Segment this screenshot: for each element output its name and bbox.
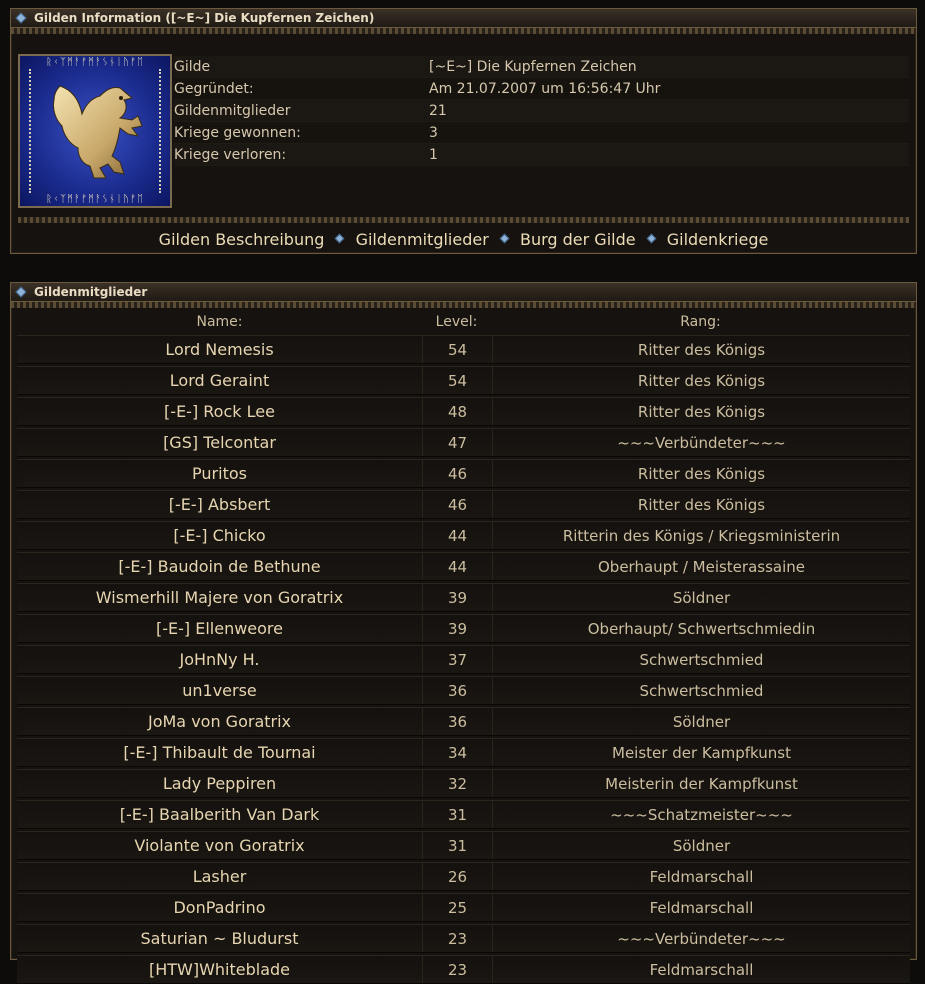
member-rank: Ritter des Königs [637, 371, 766, 390]
member-level: 26 [422, 863, 493, 890]
member-rank: Söldner [672, 836, 731, 855]
info-value: 21 [429, 102, 447, 119]
member-rank: Feldmarschall [649, 898, 754, 917]
info-row-wars-won [174, 122, 909, 144]
table-row [17, 893, 910, 922]
member-rank: Schwertschmied [639, 650, 764, 669]
griffin-icon [20, 56, 170, 206]
table-row [17, 552, 910, 581]
column-header-level: Level: [435, 313, 478, 330]
member-level: 44 [422, 553, 493, 580]
nav-guild-castle[interactable]: Burg der Gilde [519, 230, 636, 249]
info-value: 1 [429, 146, 438, 163]
rope-divider [11, 302, 916, 308]
nav-guild-members[interactable]: Gildenmitglieder [355, 230, 489, 249]
member-rank: Ritter des Königs [637, 464, 766, 483]
member-level: 44 [422, 522, 493, 549]
member-name[interactable]: JoHnNy H. [179, 650, 260, 669]
guild-info-header [11, 9, 916, 28]
member-name[interactable]: Puritos [192, 464, 247, 483]
rope-divider [18, 217, 909, 223]
member-name[interactable]: Wismerhill Majere von Goratrix [95, 588, 344, 607]
member-name[interactable]: [GS] Telcontar [163, 433, 276, 452]
diamond-separator-icon [646, 234, 656, 244]
table-row [17, 645, 910, 674]
diamond-separator-icon [499, 234, 509, 244]
rune-border-icon: ᚱᚲᛉᛗᚨᚠᛗᚨᛊᚾᛁᚤᚠᛖ [46, 194, 144, 205]
members-column-headers [17, 308, 910, 335]
member-level: 34 [422, 739, 493, 766]
member-rank: Schwertschmied [639, 681, 764, 700]
member-level: 39 [422, 615, 493, 642]
member-rank: Feldmarschall [649, 960, 754, 979]
table-row [17, 521, 910, 550]
members-title: Gildenmitglieder [34, 285, 148, 299]
table-row [17, 459, 910, 488]
info-label: Gilde [174, 58, 211, 75]
member-name[interactable]: Saturian ~ Bludurst [140, 929, 299, 948]
member-rank: Ritter des Königs [637, 495, 766, 514]
member-rank: ~~~Schatzmeister~~~ [610, 805, 793, 824]
info-label: Gegründet: [174, 80, 254, 97]
table-row [17, 924, 910, 953]
member-level: 23 [422, 925, 493, 952]
nav-guild-description[interactable]: Gilden Beschreibung [158, 230, 325, 249]
members-table [11, 308, 916, 984]
member-rank: Oberhaupt/ Schwertschmiedin [587, 619, 816, 638]
member-name[interactable]: Lord Geraint [169, 371, 270, 390]
member-name[interactable]: Lord Nemesis [165, 340, 274, 359]
diamond-bullet-icon [15, 12, 26, 23]
guild-members-panel [10, 282, 917, 979]
table-row [17, 428, 910, 457]
member-name[interactable]: [-E-] Baalberith Van Dark [119, 805, 320, 824]
member-name[interactable]: [-E-] Rock Lee [164, 402, 275, 421]
member-level: 47 [422, 429, 493, 456]
table-row [17, 862, 910, 891]
member-rank: Feldmarschall [649, 867, 754, 886]
member-level: 36 [422, 677, 493, 704]
member-name[interactable]: [-E-] Baudoin de Bethune [118, 557, 321, 576]
info-row-members [174, 100, 909, 122]
info-row-guild [174, 56, 909, 78]
member-level: 48 [422, 398, 493, 425]
info-value: [~E~] Die Kupfernen Zeichen [429, 58, 637, 75]
info-row-founded [174, 78, 909, 100]
member-rank: Söldner [672, 712, 731, 731]
member-name[interactable]: [-E-] Ellenweore [156, 619, 283, 638]
member-rank: Meisterin der Kampfkunst [605, 774, 798, 793]
member-level: 54 [422, 336, 493, 363]
table-row [17, 397, 910, 426]
member-level: 54 [422, 367, 493, 394]
nav-guild-wars[interactable]: Gildenkriege [666, 230, 769, 249]
column-header-rank: Rang: [680, 313, 721, 330]
griffin-emblem-icon [18, 54, 172, 208]
member-rank: ~~~Verbündeter~~~ [617, 433, 786, 452]
table-row [17, 831, 910, 860]
member-rank: ~~~Verbündeter~~~ [617, 929, 786, 948]
table-row [17, 335, 910, 364]
member-level: 31 [422, 801, 493, 828]
member-level: 37 [422, 646, 493, 673]
member-level: 39 [422, 584, 493, 611]
member-level: 36 [422, 708, 493, 735]
guild-nav [11, 230, 916, 249]
info-value: Am 21.07.2007 um 16:56:47 Uhr [429, 80, 661, 97]
table-row [17, 707, 910, 736]
info-label: Gildenmitglieder [174, 102, 291, 119]
member-level: 32 [422, 770, 493, 797]
member-rank: Oberhaupt / Meisterassaine [597, 557, 805, 576]
table-row [17, 800, 910, 829]
member-name[interactable]: JoMa von Goratrix [147, 712, 292, 731]
member-level: 25 [422, 894, 493, 921]
table-row [17, 769, 910, 798]
member-rank: Meister der Kampfkunst [612, 743, 791, 762]
member-name[interactable]: [-E-] Thibault de Tournai [123, 743, 316, 762]
table-row [17, 583, 910, 612]
member-rank: Söldner [672, 588, 731, 607]
member-name[interactable]: [-E-] Absbert [168, 495, 271, 514]
member-rank: Ritterin des Königs / Kriegsministerin [562, 526, 841, 545]
guild-info-title: Gilden Information ([~E~] Die Kupfernen Zeichen) [34, 11, 375, 25]
member-name[interactable]: un1verse [182, 681, 257, 700]
diamond-bullet-icon [15, 286, 26, 297]
table-row [17, 676, 910, 705]
info-label: Kriege gewonnen: [174, 124, 301, 141]
members-header [11, 283, 916, 302]
table-row [17, 490, 910, 519]
member-rank: Ritter des Königs [637, 340, 766, 359]
diamond-separator-icon [335, 234, 345, 244]
member-rank: Ritter des Königs [637, 402, 766, 421]
member-name[interactable]: Lasher [192, 867, 247, 886]
member-level: 31 [422, 832, 493, 859]
member-level: 46 [422, 460, 493, 487]
table-row [17, 738, 910, 767]
rune-border-icon: ᚱᚲᛉᛗᚨᚠᛗᚨᛊᚾᛁᚤᚠᛖ [46, 57, 144, 68]
info-value: 3 [429, 124, 438, 141]
member-name[interactable]: Violante von Goratrix [134, 836, 305, 855]
table-row [17, 614, 910, 643]
guild-info-panel [10, 8, 917, 254]
member-name[interactable]: [-E-] Chicko [173, 526, 266, 545]
member-name[interactable]: DonPadrino [173, 898, 266, 917]
member-name[interactable]: Lady Peppiren [162, 774, 277, 793]
info-label: Kriege verloren: [174, 146, 287, 163]
guild-info-table [174, 56, 909, 166]
column-header-name: Name: [196, 313, 243, 330]
member-level: 46 [422, 491, 493, 518]
table-row [17, 366, 910, 395]
info-row-wars-lost [174, 144, 909, 166]
table-row [17, 955, 910, 984]
member-level: 23 [422, 956, 493, 983]
member-name[interactable]: [HTW]Whiteblade [148, 960, 291, 979]
